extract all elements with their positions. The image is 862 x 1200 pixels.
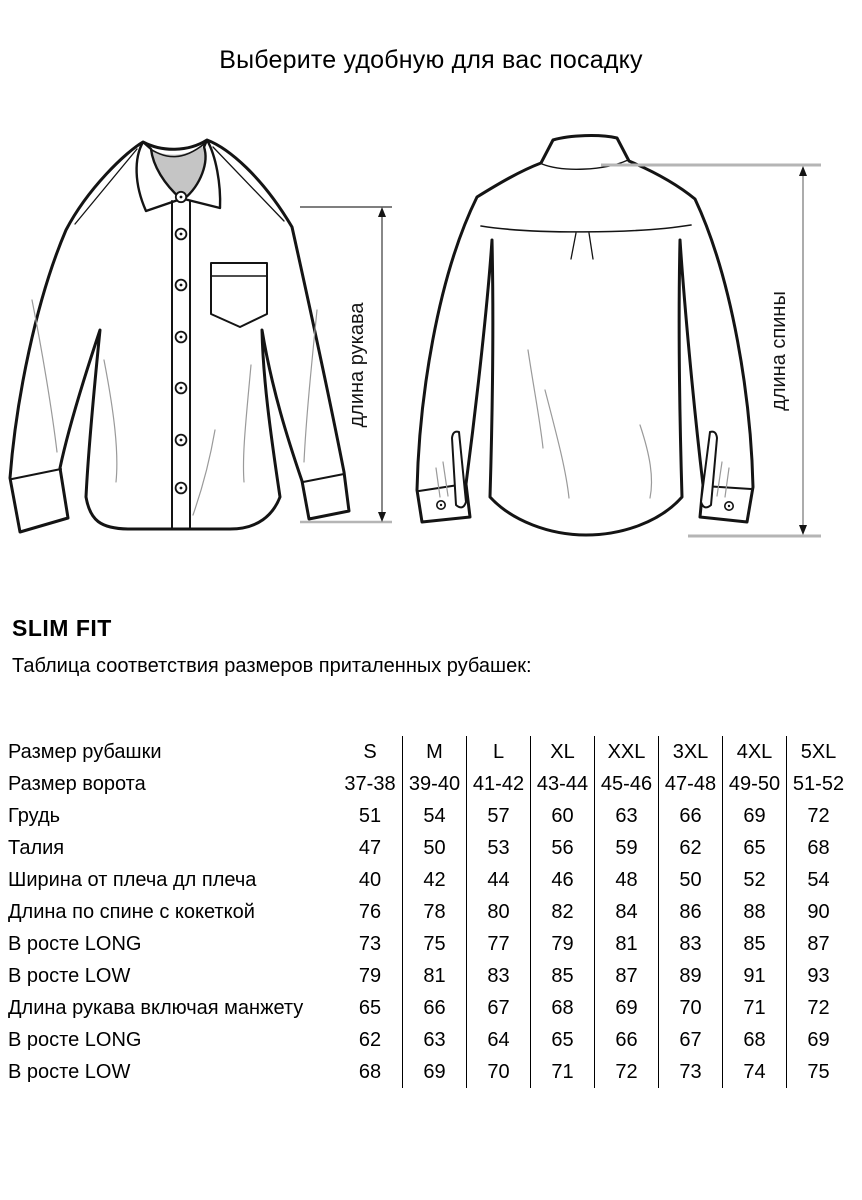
table-cell: 83 — [658, 928, 722, 960]
table-cell: M — [402, 736, 466, 768]
table-cell: 37-38 — [344, 773, 396, 795]
table-cell: 65 — [722, 832, 786, 864]
table-cell: 87 — [786, 928, 850, 960]
table-cell: 68 — [358, 1061, 382, 1083]
table-cell: 56 — [530, 832, 594, 864]
table-cell: 75 — [402, 928, 466, 960]
back-shirt-drawing — [417, 136, 753, 535]
table-cell: 69 — [786, 1024, 850, 1056]
table-cell: 82 — [530, 896, 594, 928]
table-cell: 84 — [594, 896, 658, 928]
back-shirt-outline — [417, 136, 753, 535]
table-cell: 75 — [786, 1056, 850, 1088]
table-cell: 72 — [786, 992, 850, 1024]
sleeve-length-arrowhead-bottom — [378, 512, 386, 522]
back-length-label: длина спины — [768, 291, 790, 411]
table-cell: 70 — [466, 1056, 530, 1088]
table-cell: 71 — [530, 1056, 594, 1088]
table-cell: 69 — [594, 992, 658, 1024]
table-cell: 81 — [402, 960, 466, 992]
table-cell: 76 — [358, 901, 382, 923]
table-cell: 91 — [722, 960, 786, 992]
table-cell: S — [363, 741, 377, 763]
table-cell: 65 — [358, 997, 382, 1019]
table-cell: 62 — [658, 832, 722, 864]
table-cell: 50 — [658, 864, 722, 896]
table-cell: 48 — [594, 864, 658, 896]
table-cell: 83 — [466, 960, 530, 992]
table-cell: 66 — [594, 1024, 658, 1056]
table-cell: 60 — [530, 800, 594, 832]
table-row-label: Длина по спине с кокеткой — [8, 901, 255, 923]
table-cell: 52 — [722, 864, 786, 896]
table-cell: 66 — [402, 992, 466, 1024]
table-cell: 3XL — [658, 736, 722, 768]
table-cell: 63 — [594, 800, 658, 832]
front-shirt-drawing — [10, 140, 349, 532]
back-length-arrowhead-bottom — [799, 525, 807, 535]
table-cell: 4XL — [722, 736, 786, 768]
table-cell: 5XL — [786, 736, 850, 768]
table-cell: 89 — [658, 960, 722, 992]
section-subtitle: Таблица соответствия размеров приталенных рубашек: — [12, 655, 532, 677]
section-heading: SLIM FIT — [12, 615, 112, 641]
table-row-label: Ширина от плеча дл плеча — [8, 869, 257, 891]
table-cell: 90 — [786, 896, 850, 928]
table-cell: 49-50 — [722, 768, 786, 800]
table-cell: 73 — [658, 1056, 722, 1088]
table-cell: 68 — [722, 1024, 786, 1056]
table-cell: 80 — [466, 896, 530, 928]
table-row-label: Размер ворота — [8, 773, 146, 795]
back-length-arrowhead-top — [799, 166, 807, 176]
table-cell: XXL — [594, 736, 658, 768]
table-row-label: Талия — [8, 837, 65, 859]
table-cell: 71 — [722, 992, 786, 1024]
table-cell: 79 — [530, 928, 594, 960]
table-cell: 93 — [786, 960, 850, 992]
sleeve-length-label: длина рукава — [346, 302, 368, 428]
table-row-label: В росте LOW — [8, 965, 131, 987]
table-row-label: Размер рубашки — [8, 741, 162, 763]
table-row-label: Грудь — [8, 805, 61, 827]
table-cell: 59 — [594, 832, 658, 864]
table-cell: 87 — [594, 960, 658, 992]
table-cell: 78 — [402, 896, 466, 928]
table-cell: 73 — [358, 933, 382, 955]
table-cell: 85 — [530, 960, 594, 992]
table-row-label: Длина рукава включая манжету — [8, 997, 304, 1019]
table-cell: 50 — [402, 832, 466, 864]
table-cell: 39-40 — [402, 768, 466, 800]
table-cell: 45-46 — [594, 768, 658, 800]
table-cell: 53 — [466, 832, 530, 864]
page-title: Выберите удобную для вас посадку — [219, 46, 643, 74]
table-cell: 62 — [358, 1029, 382, 1051]
table-cell: 69 — [722, 800, 786, 832]
table-cell: 66 — [658, 800, 722, 832]
table-cell: 68 — [786, 832, 850, 864]
table-cell: 51-52 — [786, 768, 850, 800]
table-cell: 54 — [402, 800, 466, 832]
table-cell: 63 — [402, 1024, 466, 1056]
table-cell: XL — [530, 736, 594, 768]
table-cell: 79 — [358, 965, 382, 987]
table-cell: 47 — [358, 837, 382, 859]
front-pocket — [211, 263, 267, 327]
table-cell: 67 — [658, 1024, 722, 1056]
sleeve-length-arrowhead-top — [378, 207, 386, 217]
size-table — [8, 736, 850, 1088]
table-cell: 72 — [594, 1056, 658, 1088]
table-cell: L — [466, 736, 530, 768]
table-cell: 47-48 — [658, 768, 722, 800]
table-cell: 46 — [530, 864, 594, 896]
table-cell: 64 — [466, 1024, 530, 1056]
table-cell: 43-44 — [530, 768, 594, 800]
table-cell: 67 — [466, 992, 530, 1024]
table-cell: 81 — [594, 928, 658, 960]
table-row-label: В росте LONG — [8, 933, 142, 955]
table-cell: 77 — [466, 928, 530, 960]
table-cell: 51 — [358, 805, 382, 827]
table-cell: 74 — [722, 1056, 786, 1088]
table-cell: 88 — [722, 896, 786, 928]
table-cell: 65 — [530, 1024, 594, 1056]
table-cell: 54 — [786, 864, 850, 896]
table-cell: 42 — [402, 864, 466, 896]
table-cell: 44 — [466, 864, 530, 896]
table-cell: 86 — [658, 896, 722, 928]
table-cell: 70 — [658, 992, 722, 1024]
table-cell: 57 — [466, 800, 530, 832]
table-cell: 85 — [722, 928, 786, 960]
table-cell: 68 — [530, 992, 594, 1024]
table-cell: 41-42 — [466, 768, 530, 800]
table-cell: 72 — [786, 800, 850, 832]
table-cell: 40 — [358, 869, 382, 891]
table-cell: 69 — [402, 1056, 466, 1088]
table-row-label: В росте LONG — [8, 1029, 142, 1051]
table-row-label: В росте LOW — [8, 1061, 131, 1083]
